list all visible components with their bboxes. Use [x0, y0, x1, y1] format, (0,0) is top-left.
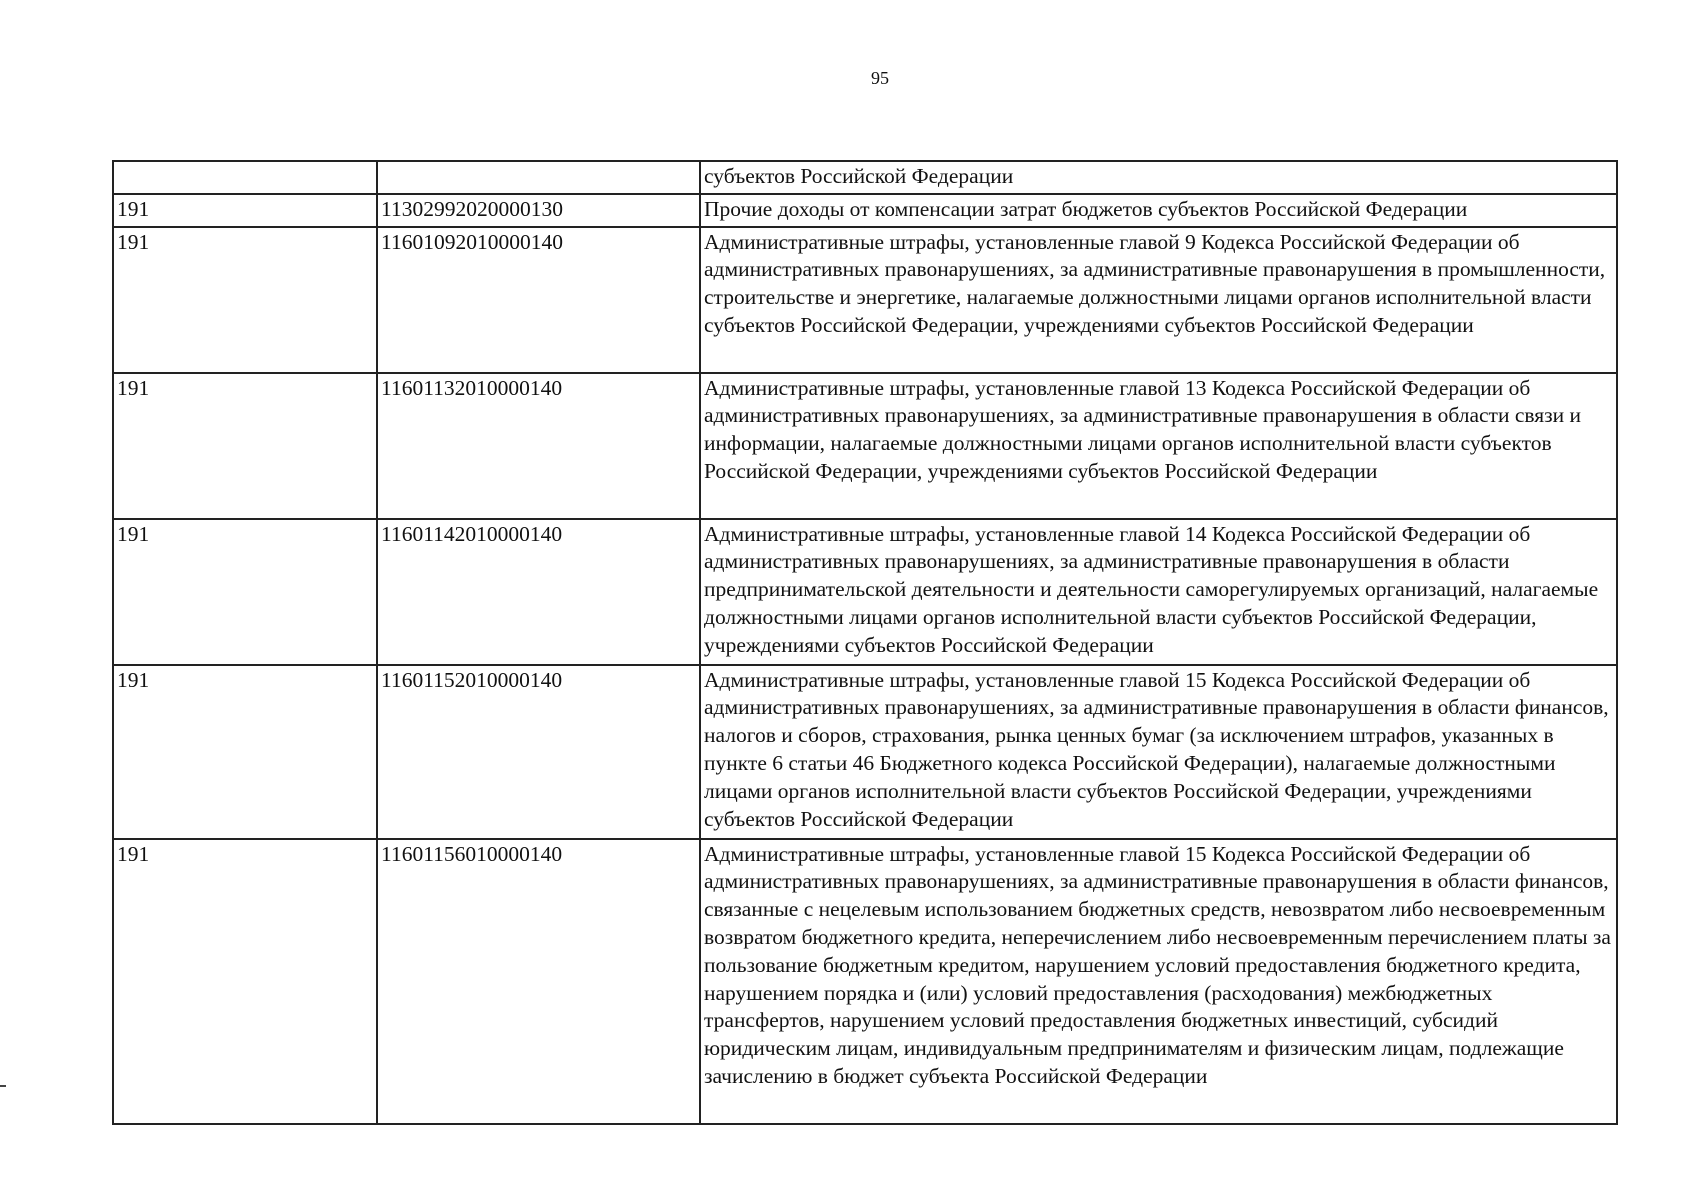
budget-code-cell: 11601142010000140 — [377, 519, 700, 665]
description-cell: Административные штрафы, установленные главой 15 Кодекса Российской Федерации об административных правонарушениях, за административные правонарушения в области финансов, налогов и сборов, страхования, рынка ценных бумаг (за исключением штрафов, указанных в пункте 6 статьи 46 Бюджетного кодекса Российской Федерации), налагаемые должностными лицами органов исполнительной власти субъектов Российской Федерации, учреждениями субъектов Российской Федерации — [700, 665, 1617, 839]
description-cell: Административные штрафы, установленные главой 13 Кодекса Российской Федерации об административных правонарушениях, за административные правонарушения в области связи и информации, налагаемые должностными лицами органов исполнительной власти субъектов Российской Федерации, учреждениями субъектов Российской Федерации — [700, 373, 1617, 519]
budget-code-cell — [377, 161, 700, 194]
table-row — [113, 665, 1617, 839]
table-row — [113, 194, 1617, 227]
description-cell: Административные штрафы, установленные главой 15 Кодекса Российской Федерации об административных правонарушениях, за административные правонарушения в области финансов, связанные с нецелевым использованием бюджетных средств, невозвратом либо несвоевременным возвратом бюджетного кредита, неперечислением либо несвоевременным перечислением платы за пользование бюджетным кредитом, нарушением условий предоставления бюджетного кредита, нарушением порядка и (или) условий предоставления (расходования) межбюджетных трансфертов, нарушением условий предоставления бюджетных инвестиций, субсидий юридическим лицам, индивидуальным предпринимателям и физическим лицам, подлежащие зачислению в бюджет субъекта Российской Федерации — [700, 839, 1617, 1124]
admin-code-cell — [113, 161, 377, 194]
table-row — [113, 373, 1617, 519]
page-number: 95 — [871, 68, 889, 88]
admin-code-cell: 191 — [113, 227, 377, 373]
description-cell: субъектов Российской Федерации — [700, 161, 1617, 194]
budget-codes-table — [112, 160, 1618, 1125]
admin-code-cell: 191 — [113, 519, 377, 665]
table-row — [113, 161, 1617, 194]
admin-code-cell: 191 — [113, 373, 377, 519]
table-row — [113, 227, 1617, 373]
budget-code-cell: 11302992020000130 — [377, 194, 700, 227]
description-cell: Административные штрафы, установленные главой 14 Кодекса Российской Федерации об административных правонарушениях, за административные правонарушения в области предпринимательской деятельности и деятельности саморегулируемых организаций, налагаемые должностными лицами органов исполнительной власти субъектов Российской Федерации, учреждениями субъектов Российской Федерации — [700, 519, 1617, 665]
description-cell: Прочие доходы от компенсации затрат бюджетов субъектов Российской Федерации — [700, 194, 1617, 227]
description-cell: Административные штрафы, установленные главой 9 Кодекса Российской Федерации об административных правонарушениях, за административные правонарушения в промышленности, строительстве и энергетике, налагаемые должностными лицами органов исполнительной власти субъектов Российской Федерации, учреждениями субъектов Российской Федерации — [700, 227, 1617, 373]
budget-code-cell: 11601152010000140 — [377, 665, 700, 839]
admin-code-cell: 191 — [113, 665, 377, 839]
budget-code-cell: 11601092010000140 — [377, 227, 700, 373]
admin-code-cell: 191 — [113, 839, 377, 1124]
budget-code-cell: 11601156010000140 — [377, 839, 700, 1124]
scan-margin-mark — [0, 1085, 6, 1087]
admin-code-cell: 191 — [113, 194, 377, 227]
table-row — [113, 839, 1617, 1124]
budget-code-cell: 11601132010000140 — [377, 373, 700, 519]
table-row — [113, 519, 1617, 665]
